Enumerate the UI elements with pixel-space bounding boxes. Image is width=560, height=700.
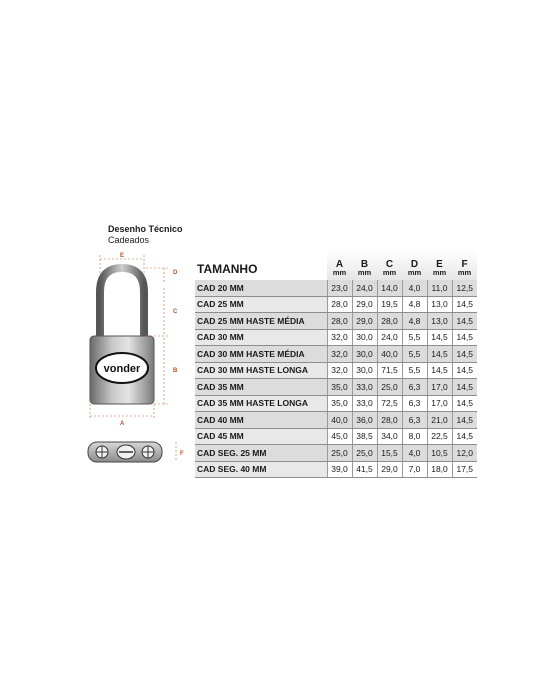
cell-b: 30,0 — [352, 346, 377, 363]
table-row — [195, 428, 477, 445]
cell-c: 24,0 — [377, 329, 402, 346]
table-row — [195, 346, 477, 363]
table-row — [195, 280, 477, 296]
dimension-label-b: B — [173, 368, 178, 374]
cell-c: 14,0 — [377, 280, 402, 296]
cell-d: 6,3 — [402, 412, 427, 429]
column-header-c: C mm — [377, 250, 402, 280]
cell-d: 4,8 — [402, 313, 427, 330]
cell-f: 14,5 — [452, 313, 477, 330]
row-size-name: CAD 25 MM — [195, 296, 327, 313]
cell-d: 8,0 — [402, 428, 427, 445]
cell-f: 14,5 — [452, 395, 477, 412]
row-size-name: CAD 45 MM — [195, 428, 327, 445]
cell-b: 30,0 — [352, 362, 377, 379]
cell-a: 39,0 — [327, 461, 352, 478]
cell-b: 33,0 — [352, 379, 377, 396]
column-header-d: D mm — [402, 250, 427, 280]
cell-e: 11,0 — [427, 280, 452, 296]
row-size-name: CAD 40 MM — [195, 412, 327, 429]
cell-f: 14,5 — [452, 329, 477, 346]
cell-e: 21,0 — [427, 412, 452, 429]
cell-b: 30,0 — [352, 329, 377, 346]
cell-a: 35,0 — [327, 379, 352, 396]
cell-d: 4,0 — [402, 445, 427, 462]
cell-d: 5,5 — [402, 346, 427, 363]
cell-e: 18,0 — [427, 461, 452, 478]
cell-f: 14,5 — [452, 412, 477, 429]
dimension-label-a: A — [120, 421, 125, 427]
table-row — [195, 379, 477, 396]
cell-a: 32,0 — [327, 329, 352, 346]
table-row — [195, 329, 477, 346]
cell-e: 13,0 — [427, 313, 452, 330]
cell-f: 14,5 — [452, 362, 477, 379]
column-header-e: E mm — [427, 250, 452, 280]
cell-c: 19,5 — [377, 296, 402, 313]
drawing-subtitle: Cadeados — [108, 235, 150, 245]
table-row — [195, 362, 477, 379]
cell-a: 25,0 — [327, 445, 352, 462]
cell-c: 29,0 — [377, 461, 402, 478]
table-row — [195, 445, 477, 462]
cell-d: 4,0 — [402, 280, 427, 296]
cell-c: 25,0 — [377, 379, 402, 396]
table-row — [195, 313, 477, 330]
cell-f: 17,5 — [452, 461, 477, 478]
cell-b: 33,0 — [352, 395, 377, 412]
column-header-f: F mm — [452, 250, 477, 280]
cell-a: 35,0 — [327, 395, 352, 412]
table-row — [195, 296, 477, 313]
brand-logo-text: vonder — [103, 363, 141, 375]
cell-e: 22,5 — [427, 428, 452, 445]
cell-e: 14,5 — [427, 346, 452, 363]
row-size-name: CAD 30 MM HASTE MÉDIA — [195, 346, 327, 363]
cell-a: 45,0 — [327, 428, 352, 445]
dimension-label-d: D — [173, 270, 178, 276]
cell-b: 25,0 — [352, 445, 377, 462]
cell-f: 12,5 — [452, 280, 477, 296]
cell-c: 34,0 — [377, 428, 402, 445]
cell-d: 5,5 — [402, 329, 427, 346]
cell-d: 6,3 — [402, 379, 427, 396]
cell-b: 38,5 — [352, 428, 377, 445]
cell-a: 32,0 — [327, 346, 352, 363]
cell-c: 71,5 — [377, 362, 402, 379]
cell-e: 10,5 — [427, 445, 452, 462]
cell-d: 6,3 — [402, 395, 427, 412]
cell-d: 7,0 — [402, 461, 427, 478]
row-size-name: CAD 35 MM HASTE LONGA — [195, 395, 327, 412]
cell-e: 13,0 — [427, 296, 452, 313]
cell-f: 14,5 — [452, 379, 477, 396]
cell-c: 15,5 — [377, 445, 402, 462]
cell-b: 36,0 — [352, 412, 377, 429]
cell-b: 41,5 — [352, 461, 377, 478]
padlock-shackle — [100, 268, 144, 336]
row-size-name: CAD 35 MM — [195, 379, 327, 396]
row-size-name: CAD 30 MM HASTE LONGA — [195, 362, 327, 379]
cell-e: 14,5 — [427, 362, 452, 379]
cell-d: 4,8 — [402, 296, 427, 313]
cell-a: 40,0 — [327, 412, 352, 429]
cell-b: 29,0 — [352, 313, 377, 330]
row-size-name: CAD SEG. 25 MM — [195, 445, 327, 462]
cell-c: 40,0 — [377, 346, 402, 363]
dimension-label-f: F — [180, 451, 184, 457]
cell-f: 12,0 — [452, 445, 477, 462]
cell-e: 17,0 — [427, 395, 452, 412]
column-header-a: A mm — [327, 250, 352, 280]
table-row — [195, 395, 477, 412]
cell-c: 28,0 — [377, 412, 402, 429]
row-size-name: CAD SEG. 40 MM — [195, 461, 327, 478]
size-column-header: TAMANHO — [195, 250, 327, 280]
padlock-technical-drawing — [80, 250, 190, 480]
cell-a: 23,0 — [327, 280, 352, 296]
table-row — [195, 461, 477, 478]
cell-a: 28,0 — [327, 296, 352, 313]
row-size-name: CAD 25 MM HASTE MÉDIA — [195, 313, 327, 330]
table-row — [195, 412, 477, 429]
row-size-name: CAD 20 MM — [195, 280, 327, 296]
cell-c: 72,5 — [377, 395, 402, 412]
dimension-label-e: E — [120, 253, 125, 259]
cell-a: 32,0 — [327, 362, 352, 379]
cell-f: 14,5 — [452, 296, 477, 313]
row-size-name: CAD 30 MM — [195, 329, 327, 346]
cell-f: 14,5 — [452, 428, 477, 445]
cell-e: 17,0 — [427, 379, 452, 396]
cell-b: 29,0 — [352, 296, 377, 313]
table-header-row — [195, 250, 477, 280]
drawing-title: Desenho Técnico — [108, 224, 183, 234]
dimension-label-c: C — [173, 309, 178, 315]
cell-b: 24,0 — [352, 280, 377, 296]
cell-a: 28,0 — [327, 313, 352, 330]
column-header-b: B mm — [352, 250, 377, 280]
cell-e: 14,5 — [427, 329, 452, 346]
cell-d: 5,5 — [402, 362, 427, 379]
padlock-size-table — [195, 250, 477, 478]
cell-f: 14,5 — [452, 346, 477, 363]
cell-c: 28,0 — [377, 313, 402, 330]
